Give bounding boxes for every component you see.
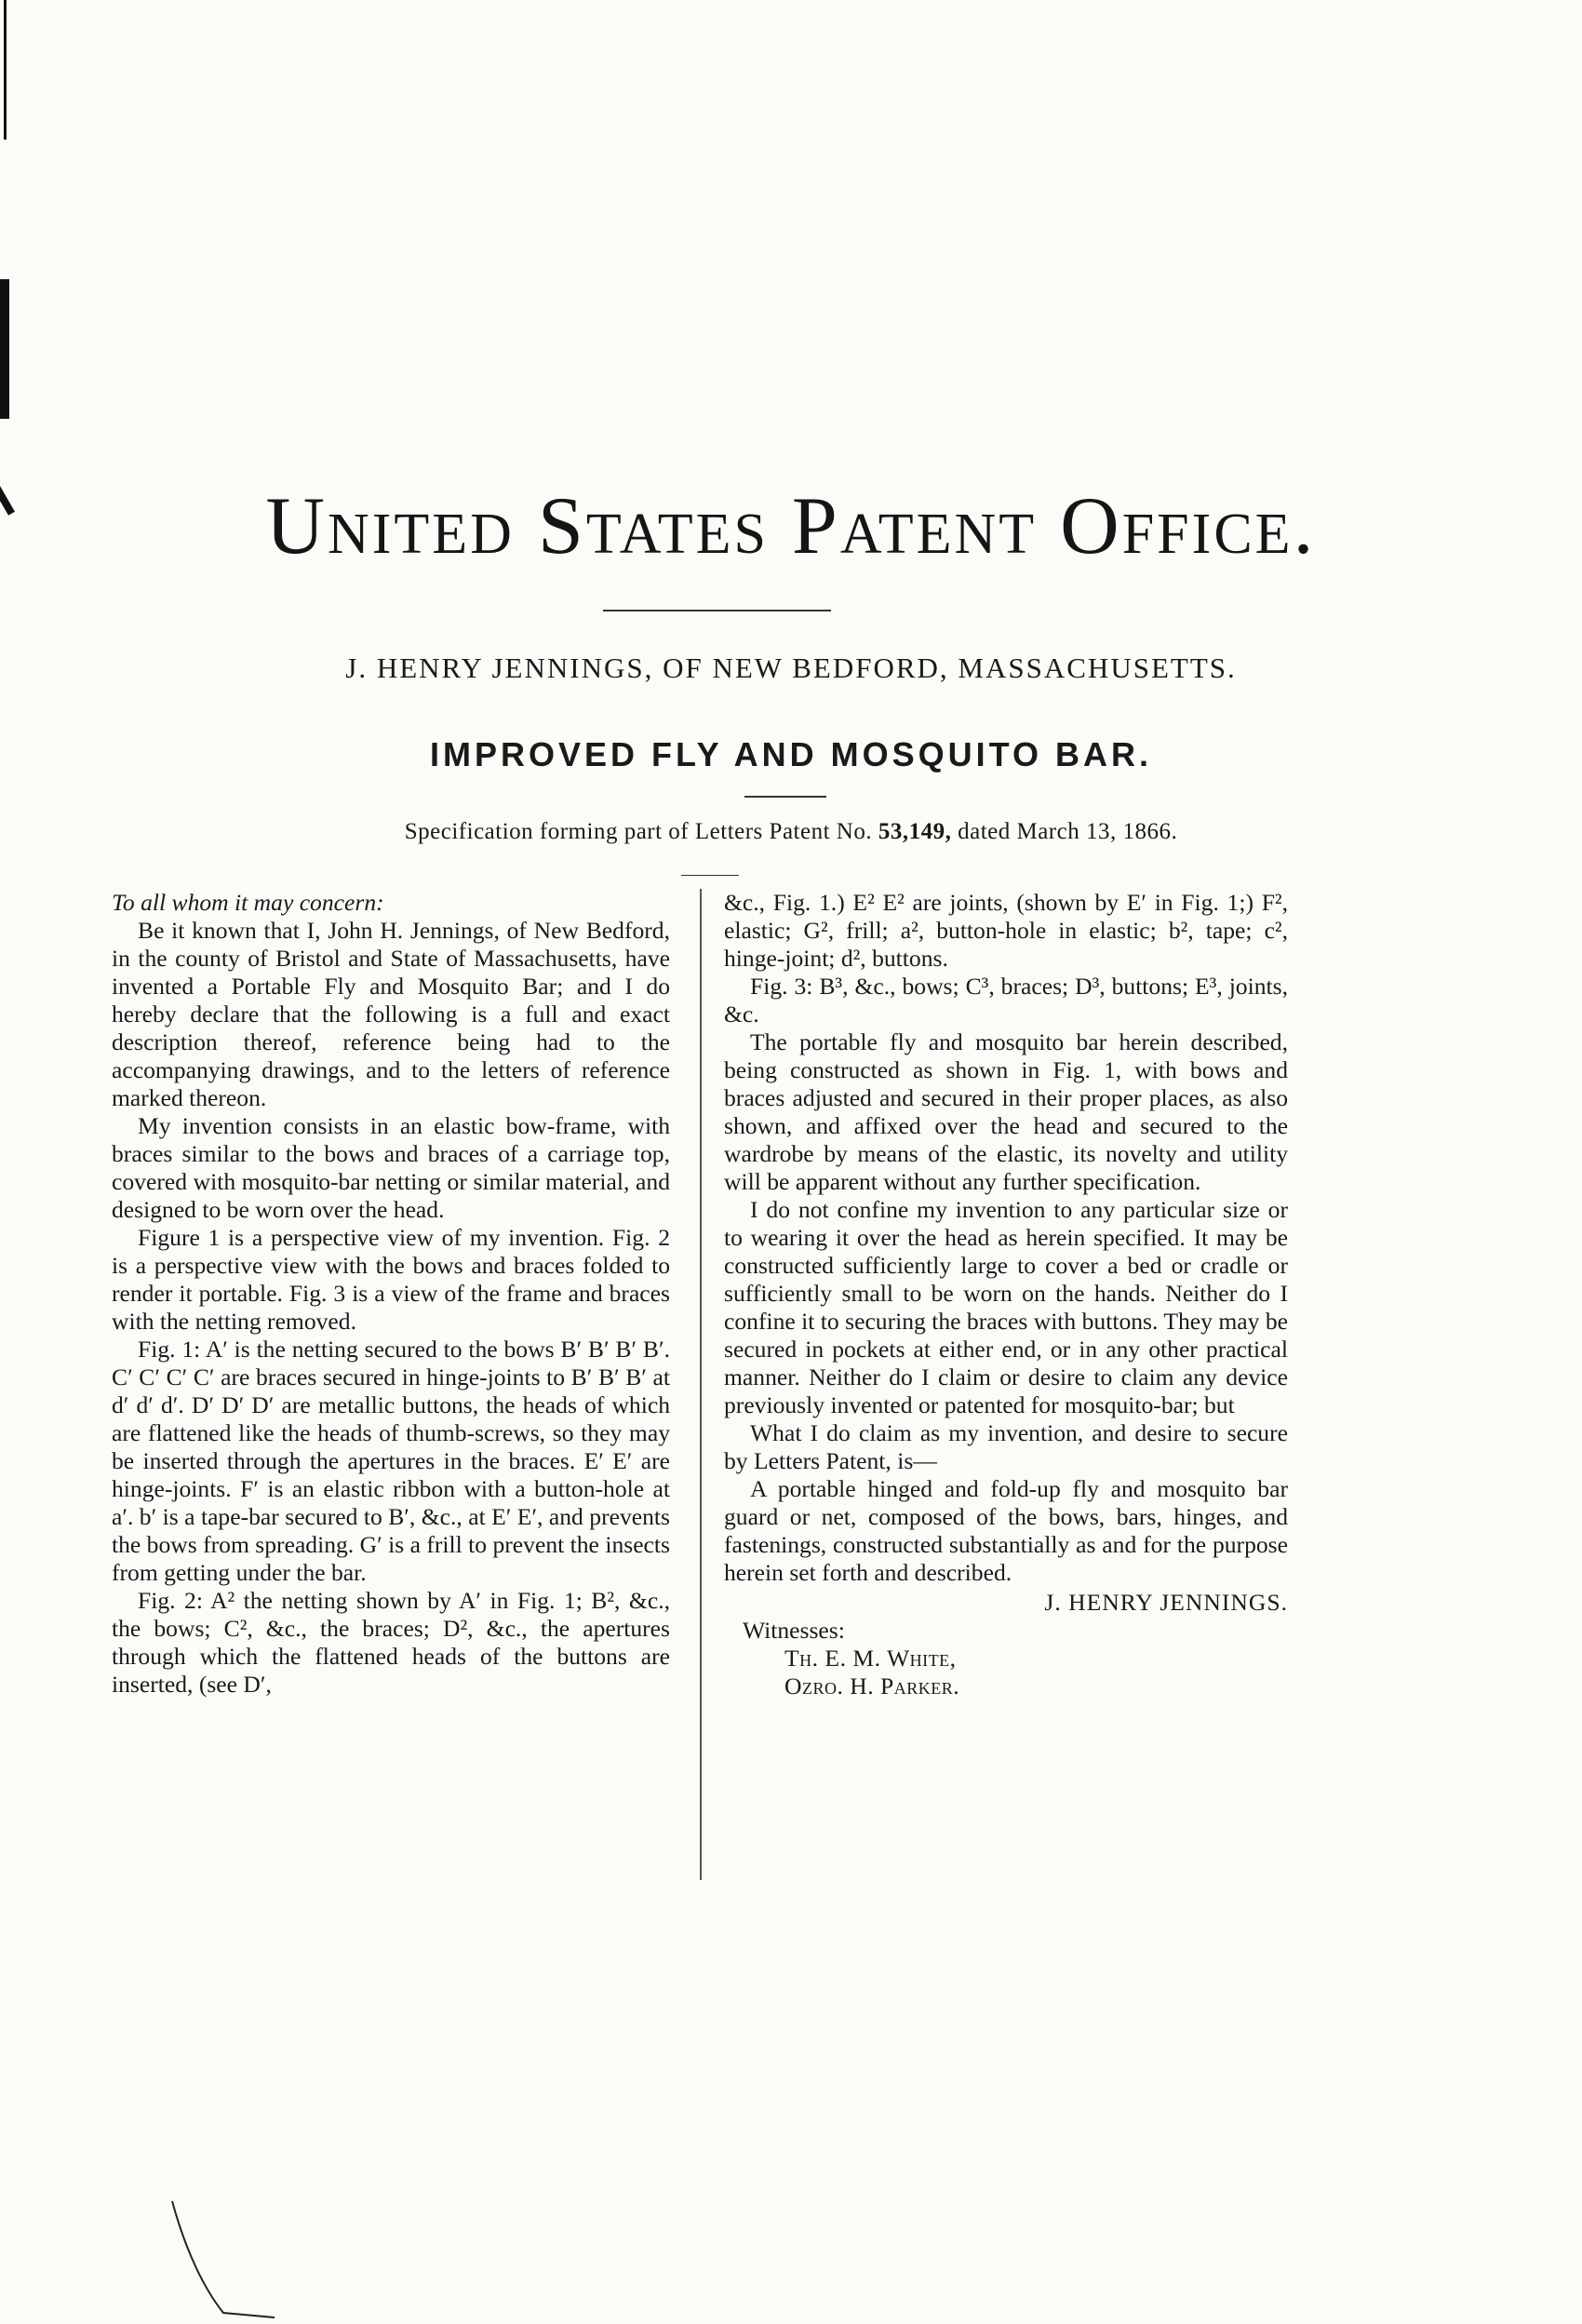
title-rule — [603, 610, 831, 611]
paragraph: The portable fly and mosquito bar herein described, being constructed as shown in Fig. 1, with bows and braces adjusted and secured in their proper places, as also shown, and affixed over the head and secured to the wardrobe by means of the elastic, its novelty and utility will be apparent without any further specification. — [724, 1028, 1288, 1195]
salutation: To all whom it may concern: — [112, 889, 384, 916]
witnesses-label: Witnesses: — [743, 1617, 845, 1644]
paragraph: What I do claim as my invention, and desire to secure by Letters Patent, is— — [724, 1419, 1288, 1474]
invention-title: IMPROVED FLY AND MOSQUITO BAR. — [429, 735, 1153, 773]
left-column — [112, 889, 670, 1699]
witness-name: Th. E. M. White, — [784, 1645, 957, 1672]
witness-name: Ozro. H. Parker. — [784, 1672, 960, 1699]
paragraph: I do not confine my invention to any particular size or to wearing it over the head as herein specified. It may be constructed sufficiently large to cover a bed or cradle or sufficiently small to be worn on the hands. Neither do I confine it to securing the braces with buttons. They may be secured in pockets at either end, or in any other practical manner. Neither do I claim or desire to claim any device previously invented or patented for mosquito-bar; but — [724, 1196, 1288, 1418]
paragraph: Fig. 1: A′ is the netting secured to the bows B′ B′ B′ B′. C′ C′ C′ C′ are braces secured in hinge-joints to B′ B′ B′ at d′ d′ d′. D′ D′ D′ are metallic buttons, the heads of which are flattened like the heads of thumb-screws, so they may be inserted through the apertures in the braces. E′ E′ are hinge-joints. F′ is an elastic ribbon with a button-hole at a′. b′ is a tape-bar secured to B′, &c., at E′ E′, and prevents the bows from spreading. G′ is a frill to prevent the insects from getting under the bar. — [112, 1336, 670, 1586]
claim: A portable hinged and fold-up fly and mosquito bar guard or net, composed of the bows, bars, hinges, and fastenings, constructed substantially as and for the purpose herein set forth and described. — [724, 1475, 1288, 1586]
paragraph: Figure 1 is a perspective view of my invention. Fig. 2 is a perspective view with the bows and braces folded to render it portable. Fig. 3 is a view of the frame and braces with the netting removed. — [112, 1224, 670, 1335]
scan-corner-mark — [168, 2196, 279, 2324]
paragraph: Fig. 2: A² the netting shown by A′ in Fig. 1; B², &c., the bows; C², &c., the braces; D², &c., the apertures through which the flattened heads of the buttons are inserted, (see D′, — [112, 1587, 670, 1698]
subtitle-rule — [744, 796, 826, 798]
paragraph: Be it known that I, John H. Jennings, of New Bedford, in the county of Bristol and State of Massachusetts, have invented a Portable Fly and Mosquito Bar; and I do hereby declare that the following is a full and exact description thereof, reference being had to the accompanying drawings, and to the letters of reference marked thereon. — [112, 917, 670, 1111]
spec-prefix: Specification forming part of Letters Patent No. — [404, 819, 873, 844]
paragraph: &c., Fig. 1.) E² E² are joints, (shown by E′ in Fig. 1;) F², elastic; G², frill; a², button-hole in elastic; b², tape; c², hinge-joint; d², buttons. — [724, 889, 1288, 972]
specification-line — [0, 819, 1582, 845]
patent-number: 53,149, — [878, 819, 952, 844]
scan-mark — [0, 279, 9, 419]
column-divider — [700, 889, 702, 1880]
spec-date: dated March 13, 1866. — [958, 819, 1178, 844]
office-title: United States Patent Office. — [265, 481, 1317, 571]
right-column — [724, 889, 1288, 1700]
paragraph: My invention consists in an elastic bow-frame, with braces similar to the bows and braces of a carriage top, covered with mosquito-bar netting or similar material, and designed to be worn over the head. — [112, 1112, 670, 1223]
paragraph: Fig. 3: B³, &c., bows; C³, braces; D³, buttons; E³, joints, &c. — [724, 973, 1288, 1028]
signature: J. HENRY JENNINGS. — [1044, 1589, 1288, 1616]
inventor-line: J. HENRY JENNINGS, OF NEW BEDFORD, MASSACHUSETTS. — [345, 652, 1237, 684]
scan-mark — [4, 0, 7, 140]
spec-rule — [681, 875, 739, 876]
